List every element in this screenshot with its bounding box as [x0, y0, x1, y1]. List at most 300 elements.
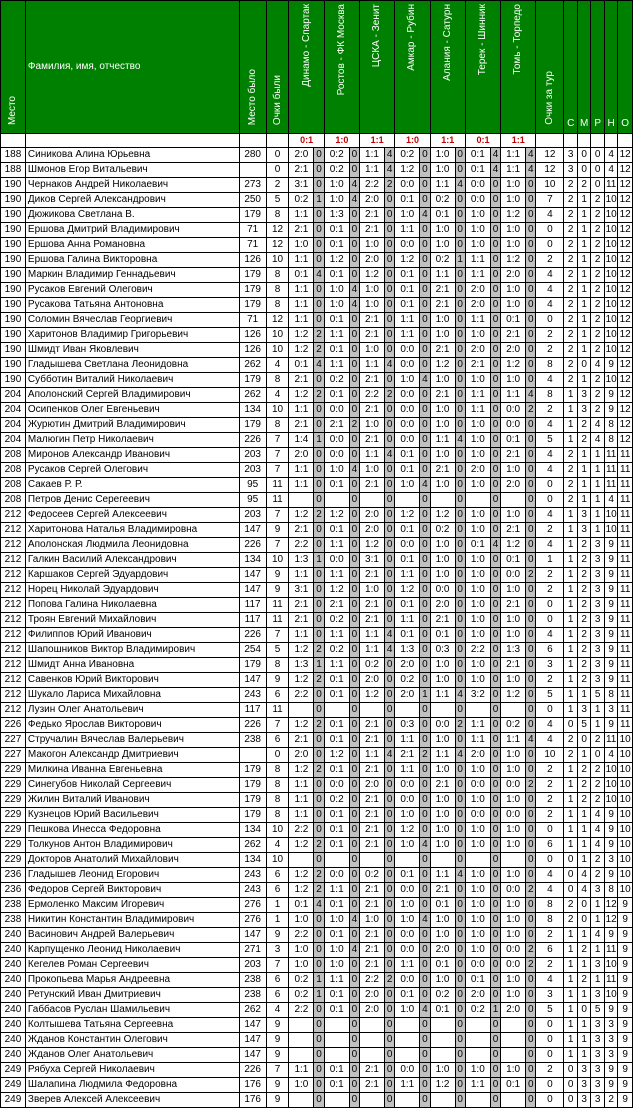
stat-cell: 12	[618, 208, 633, 223]
match-points-cell: 0	[490, 628, 500, 643]
forecast-cell: 1:0	[501, 178, 526, 193]
stat-cell: 11	[618, 688, 633, 703]
match-points-cell: 0	[455, 928, 465, 943]
match-points-cell: 0	[490, 643, 500, 658]
place-cell: 190	[1, 178, 26, 193]
forecast-cell: 2:1	[289, 223, 314, 238]
stat-cell: 9	[604, 583, 617, 598]
name-cell: Никитин Константин Владимирович	[25, 913, 239, 928]
match-points-cell: 0	[384, 598, 394, 613]
name-cell: Осипенков Олег Евгеньевич	[25, 403, 239, 418]
match-points-cell: 0	[314, 778, 324, 793]
stat-cell: 2	[564, 193, 577, 208]
prev-place-cell: 226	[239, 538, 266, 553]
forecast-cell: 0:0	[430, 718, 455, 733]
match-points-cell: 2	[526, 883, 536, 898]
stat-cell: 5	[591, 1003, 604, 1018]
match-points-cell: 0	[384, 778, 394, 793]
stat-cell: 1	[564, 538, 577, 553]
stat-cell: 4	[604, 148, 617, 163]
match-points-cell: 0	[490, 373, 500, 388]
table-row	[1, 223, 633, 238]
stat-cell: 9	[604, 598, 617, 613]
stat-cell: 3	[577, 703, 590, 718]
stat-cell: 12	[618, 148, 633, 163]
forecast-cell: 1:1	[289, 253, 314, 268]
table-row	[1, 268, 633, 283]
forecast-cell: 0:1	[395, 298, 420, 313]
match-points-cell: 0	[490, 688, 500, 703]
forecast-cell	[465, 703, 490, 718]
match-points-cell: 0	[384, 703, 394, 718]
name-cell: Габбасов Руслан Шамильевич	[25, 1003, 239, 1018]
match-points-cell: 0	[526, 628, 536, 643]
forecast-cell: 1:0	[465, 673, 490, 688]
match-points-cell: 0	[455, 913, 465, 928]
forecast-cell: 1:0	[430, 238, 455, 253]
prev-place-cell: 179	[239, 298, 266, 313]
forecast-cell: 0:1	[501, 1078, 526, 1093]
forecast-cell	[501, 1018, 526, 1033]
match-points-cell: 0	[349, 163, 359, 178]
forecast-cell: 1:2	[395, 163, 420, 178]
stat-cell: 1	[591, 718, 604, 733]
match-points-cell: 0	[420, 388, 430, 403]
forecast-cell: 2:0	[289, 148, 314, 163]
forecast-cell: 1:2	[324, 748, 349, 763]
forecast-cell: 2:0	[289, 448, 314, 463]
prev-points-cell: 4	[266, 1003, 289, 1018]
match-points-cell: 0	[314, 748, 324, 763]
forecast-cell	[465, 1093, 490, 1108]
forecast-cell: 1:0	[360, 298, 385, 313]
forecast-cell: 2:0	[360, 193, 385, 208]
match-points-cell: 2	[526, 958, 536, 973]
forecast-cell: 0:0	[430, 583, 455, 598]
match-points-cell: 2	[455, 718, 465, 733]
match-points-cell: 0	[526, 493, 536, 508]
match-points-cell: 0	[490, 808, 500, 823]
table-row	[1, 1018, 633, 1033]
place-cell: 208	[1, 478, 26, 493]
match-points-cell: 0	[314, 163, 324, 178]
prev-points-cell: 6	[266, 688, 289, 703]
header-stat-n: Н	[604, 1, 617, 134]
match-points-cell: 0	[420, 493, 430, 508]
stat-cell: 2	[577, 613, 590, 628]
match-points-cell: 0	[314, 568, 324, 583]
prev-points-cell: 7	[266, 1063, 289, 1078]
stat-cell: 1	[564, 838, 577, 853]
forecast-cell: 1:0	[465, 838, 490, 853]
forecast-cell: 0:1	[324, 688, 349, 703]
stat-cell: 2	[577, 538, 590, 553]
match-points-cell: 0	[420, 448, 430, 463]
match-points-cell: 0	[349, 853, 359, 868]
match-points-cell: 0	[526, 1018, 536, 1033]
stat-cell: 12	[618, 253, 633, 268]
name-cell: Федоров Сергей Викторович	[25, 883, 239, 898]
forecast-cell: 1:0	[465, 433, 490, 448]
prev-place-cell: 271	[239, 943, 266, 958]
forecast-cell: 0:0	[395, 883, 420, 898]
place-cell: 190	[1, 223, 26, 238]
forecast-cell: 1:3	[501, 643, 526, 658]
forecast-cell: 1:1	[430, 688, 455, 703]
stat-cell: 10	[604, 223, 617, 238]
forecast-cell: 2:2	[289, 928, 314, 943]
table-row	[1, 403, 633, 418]
table-row	[1, 688, 633, 703]
match-points-cell: 0	[490, 598, 500, 613]
name-cell: Шмидт Иван Яковлевич	[25, 343, 239, 358]
match-points-cell: 0	[420, 943, 430, 958]
match-points-cell: 0	[526, 1048, 536, 1063]
match-points-cell: 0	[349, 643, 359, 658]
match-points-cell: 4	[526, 148, 536, 163]
name-cell: Толкунов Антон Владимирович	[25, 838, 239, 853]
match-points-cell: 0	[490, 553, 500, 568]
match-points-cell: 0	[490, 478, 500, 493]
table-row	[1, 343, 633, 358]
stat-cell: 11	[604, 463, 617, 478]
tour-points-cell: 4	[536, 883, 564, 898]
stat-cell: 1	[591, 913, 604, 928]
forecast-cell: 0:0	[501, 568, 526, 583]
match-points-cell: 0	[384, 508, 394, 523]
forecast-cell: 0:1	[430, 1003, 455, 1018]
forecast-cell: 1:0	[395, 373, 420, 388]
forecast-cell: 0:0	[395, 538, 420, 553]
tour-points-cell: 4	[536, 268, 564, 283]
tour-points-cell: 0	[536, 823, 564, 838]
forecast-cell: 1:0	[430, 1063, 455, 1078]
forecast-cell: 1:0	[430, 313, 455, 328]
tour-points-cell: 4	[536, 448, 564, 463]
prev-place-cell: 280	[239, 148, 266, 163]
stat-cell: 2	[591, 328, 604, 343]
match-points-cell: 0	[455, 943, 465, 958]
match-points-cell: 0	[455, 1048, 465, 1063]
match-points-cell: 0	[526, 703, 536, 718]
stat-cell: 11	[604, 943, 617, 958]
header-stat-o: О	[618, 1, 633, 134]
forecast-cell: 1:0	[501, 928, 526, 943]
forecast-cell: 0:2	[395, 673, 420, 688]
match-points-cell: 0	[455, 373, 465, 388]
match-points-cell: 0	[349, 538, 359, 553]
stat-cell: 12	[618, 358, 633, 373]
stat-cell: 3	[577, 388, 590, 403]
match-points-cell: 0	[314, 418, 324, 433]
match-points-cell: 0	[420, 868, 430, 883]
forecast-cell	[395, 703, 420, 718]
forecast-cell	[395, 1033, 420, 1048]
table-row	[1, 418, 633, 433]
stat-cell: 2	[564, 448, 577, 463]
stat-cell: 1	[564, 553, 577, 568]
stat-cell: 2	[604, 1093, 617, 1108]
forecast-cell: 2:1	[430, 283, 455, 298]
tour-points-cell: 0	[536, 1093, 564, 1108]
place-cell: 212	[1, 508, 26, 523]
match-points-cell: 0	[314, 853, 324, 868]
prev-points-cell: 8	[266, 808, 289, 823]
match-points-cell: 0	[349, 268, 359, 283]
table-row	[1, 898, 633, 913]
forecast-cell: 1:1	[289, 283, 314, 298]
prev-place-cell: 176	[239, 1078, 266, 1093]
prev-place-cell: 176	[239, 1093, 266, 1108]
stat-cell: 1	[577, 193, 590, 208]
stat-cell: 0	[564, 718, 577, 733]
stat-cell: 12	[618, 223, 633, 238]
stat-cell: 0	[564, 853, 577, 868]
forecast-cell: 1:1	[289, 208, 314, 223]
forecast-cell: 0:1	[465, 148, 490, 163]
forecast-cell: 1:2	[501, 688, 526, 703]
match-points-cell: 0	[490, 853, 500, 868]
forecast-cell: 2:1	[360, 223, 385, 238]
place-cell: 240	[1, 928, 26, 943]
match-points-cell: 0	[455, 208, 465, 223]
forecast-cell: 1:0	[430, 478, 455, 493]
match-points-cell: 0	[490, 1033, 500, 1048]
stat-cell: 9	[618, 1033, 633, 1048]
match-points-cell: 0	[349, 568, 359, 583]
forecast-cell: 1:2	[360, 538, 385, 553]
prev-points-cell: 0	[266, 748, 289, 763]
match-points-cell: 0	[455, 478, 465, 493]
match-result: 1:0	[324, 134, 359, 148]
forecast-cell: 2:0	[360, 1003, 385, 1018]
name-cell: Синикова Алина Юрьевна	[25, 148, 239, 163]
match-points-cell: 0	[420, 793, 430, 808]
match-points-cell: 0	[526, 448, 536, 463]
forecast-cell: 0:2	[501, 718, 526, 733]
match-points-cell: 0	[420, 583, 430, 598]
match-points-cell: 0	[420, 1093, 430, 1108]
stat-cell: 11	[618, 583, 633, 598]
name-cell: Харитонова Наталья Владимировна	[25, 523, 239, 538]
forecast-cell: 1:0	[430, 928, 455, 943]
stat-cell: 9	[618, 1003, 633, 1018]
forecast-cell	[395, 1018, 420, 1033]
stat-cell: 1	[564, 643, 577, 658]
prev-points-cell: 7	[266, 463, 289, 478]
stat-cell: 11	[618, 598, 633, 613]
match-points-cell: 0	[314, 523, 324, 538]
forecast-cell: 1:1	[360, 163, 385, 178]
prev-place-cell: 238	[239, 733, 266, 748]
forecast-cell	[395, 493, 420, 508]
match-points-cell: 0	[420, 178, 430, 193]
tour-points-cell: 6	[536, 838, 564, 853]
stat-cell: 2	[564, 898, 577, 913]
prev-points-cell: 0	[266, 148, 289, 163]
stat-cell: 12	[618, 193, 633, 208]
name-cell: Шалапина Людмила Федоровна	[25, 1078, 239, 1093]
forecast-cell: 1:0	[501, 238, 526, 253]
match-points-cell: 0	[420, 568, 430, 583]
match-points-cell: 0	[420, 238, 430, 253]
forecast-cell: 1:1	[360, 358, 385, 373]
table-row	[1, 943, 633, 958]
forecast-cell: 1:1	[465, 1078, 490, 1093]
prev-place-cell: 179	[239, 283, 266, 298]
stat-cell: 2	[591, 733, 604, 748]
forecast-cell: 1:4	[289, 433, 314, 448]
forecast-cell: 2:2	[360, 388, 385, 403]
stat-cell: 5	[591, 688, 604, 703]
forecast-cell: 1:0	[501, 373, 526, 388]
stat-cell: 10	[618, 763, 633, 778]
stat-cell: 3	[591, 658, 604, 673]
forecast-cell: 0:0	[395, 358, 420, 373]
match-points-cell: 0	[420, 808, 430, 823]
match-points-cell: 0	[314, 313, 324, 328]
match-points-cell: 0	[455, 313, 465, 328]
stat-cell: 2	[564, 268, 577, 283]
match-points-cell: 0	[526, 283, 536, 298]
match-points-cell: 2	[526, 778, 536, 793]
tour-points-cell: 2	[536, 583, 564, 598]
table-row	[1, 838, 633, 853]
place-cell: 208	[1, 463, 26, 478]
match-points-cell: 0	[384, 613, 394, 628]
forecast-cell: 1:0	[465, 898, 490, 913]
name-cell: Ретунский Иван Дмитриевич	[25, 988, 239, 1003]
name-cell: Стручалин Вячеслав Валерьевич	[25, 733, 239, 748]
stat-cell: 2	[591, 283, 604, 298]
stat-cell: 10	[604, 208, 617, 223]
stat-cell: 1	[591, 448, 604, 463]
forecast-cell: 1:1	[395, 1078, 420, 1093]
stat-cell: 1	[564, 658, 577, 673]
forecast-cell: 1:0	[501, 583, 526, 598]
match-points-cell: 0	[349, 478, 359, 493]
place-cell: 212	[1, 658, 26, 673]
forecast-cell: 1:0	[465, 583, 490, 598]
forecast-cell: 1:2	[289, 343, 314, 358]
forecast-cell: 2:0	[465, 283, 490, 298]
forecast-cell: 1:2	[289, 643, 314, 658]
name-cell: Аполонская Людмила Леонидовна	[25, 538, 239, 553]
match-points-cell: 0	[349, 988, 359, 1003]
forecast-cell: 1:0	[430, 913, 455, 928]
match-points-cell: 0	[384, 823, 394, 838]
forecast-cell: 1:1	[501, 163, 526, 178]
match-points-cell: 4	[490, 538, 500, 553]
forecast-cell: 2:1	[360, 208, 385, 223]
stat-cell: 3	[577, 403, 590, 418]
match-points-cell: 0	[490, 1048, 500, 1063]
forecast-cell	[430, 1048, 455, 1063]
forecast-cell: 2:2	[289, 823, 314, 838]
match-points-cell: 0	[526, 658, 536, 673]
match-points-cell: 0	[349, 583, 359, 598]
prev-points-cell: 0	[266, 163, 289, 178]
stat-cell: 10	[604, 778, 617, 793]
match-points-cell: 0	[455, 388, 465, 403]
match-points-cell: 0	[526, 643, 536, 658]
stat-cell: 3	[591, 613, 604, 628]
forecast-cell: 1:0	[430, 838, 455, 853]
match-points-cell: 0	[490, 343, 500, 358]
stat-cell: 10	[604, 373, 617, 388]
stat-cell: 0	[564, 883, 577, 898]
forecast-cell: 1:0	[395, 1003, 420, 1018]
forecast-cell: 1:0	[324, 283, 349, 298]
prev-points-cell: 8	[266, 793, 289, 808]
match-points-cell: 0	[526, 853, 536, 868]
name-cell: Макогон Александр Дмитриевич	[25, 748, 239, 763]
stat-cell: 0	[577, 1003, 590, 1018]
prev-place-cell: 276	[239, 913, 266, 928]
match-points-cell: 2	[384, 388, 394, 403]
match-points-cell: 0	[314, 823, 324, 838]
forecast-cell: 0:0	[395, 388, 420, 403]
forecast-cell	[395, 1093, 420, 1108]
stat-cell: 2	[591, 868, 604, 883]
name-cell: Соломин Вячеслав Георгиевич	[25, 313, 239, 328]
stat-cell: 0	[591, 178, 604, 193]
stat-cell: 2	[591, 793, 604, 808]
match-points-cell: 0	[526, 193, 536, 208]
match-points-cell: 4	[384, 643, 394, 658]
match-points-cell: 0	[526, 598, 536, 613]
match-points-cell: 0	[384, 838, 394, 853]
forecast-cell: 0:1	[324, 898, 349, 913]
prev-place-cell: 243	[239, 868, 266, 883]
stat-cell: 11	[618, 463, 633, 478]
forecast-cell: 1:1	[289, 298, 314, 313]
prev-place-cell: 179	[239, 373, 266, 388]
stat-cell: 3	[591, 883, 604, 898]
prev-place-cell: 226	[239, 718, 266, 733]
match-points-cell: 0	[490, 253, 500, 268]
forecast-cell: 1:1	[395, 763, 420, 778]
forecast-cell: 1:1	[395, 328, 420, 343]
match-points-cell: 0	[384, 208, 394, 223]
forecast-cell: 0:1	[395, 523, 420, 538]
prev-points-cell: 2	[266, 178, 289, 193]
match-points-cell: 0	[349, 778, 359, 793]
forecast-cell: 2:1	[430, 883, 455, 898]
match-points-cell: 0	[384, 268, 394, 283]
tour-points-cell: 6	[536, 943, 564, 958]
table-row	[1, 148, 633, 163]
match-points-cell: 0	[526, 1033, 536, 1048]
place-cell: 249	[1, 1063, 26, 1078]
match-points-cell: 0	[384, 943, 394, 958]
match-points-cell: 0	[526, 463, 536, 478]
match-points-cell: 0	[490, 1018, 500, 1033]
prev-points-cell: 6	[266, 988, 289, 1003]
match-result: 0:1	[289, 134, 324, 148]
name-cell: Милкина Иванна Евгеньевна	[25, 763, 239, 778]
stat-cell: 4	[604, 748, 617, 763]
match-points-cell: 0	[420, 763, 430, 778]
match-points-cell: 0	[420, 1033, 430, 1048]
forecast-cell: 1:0	[395, 913, 420, 928]
match-points-cell: 0	[490, 718, 500, 733]
match-points-cell: 0	[314, 448, 324, 463]
match-points-cell: 0	[490, 388, 500, 403]
match-points-cell: 0	[349, 358, 359, 373]
stat-cell: 4	[591, 928, 604, 943]
match-points-cell: 4	[384, 448, 394, 463]
